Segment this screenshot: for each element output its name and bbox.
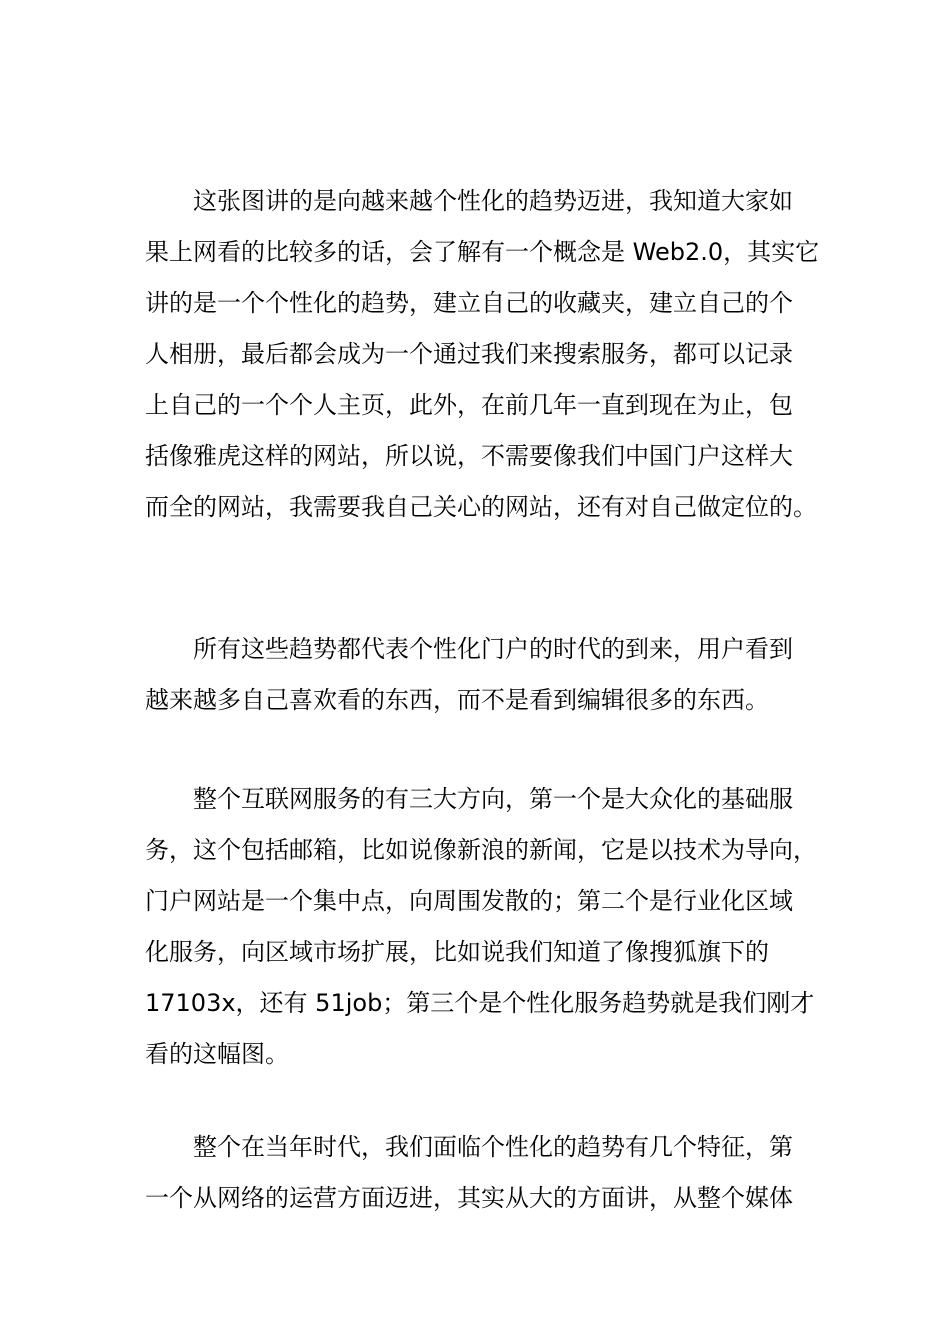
text-line: 看的这幅图。 <box>145 1040 289 1068</box>
paragraph-three-directions <box>145 774 825 1080</box>
text-line: 人相册，最后都会成为一个通过我们来搜索服务，都可以记录 <box>145 340 793 368</box>
paragraph-web2 <box>145 176 825 533</box>
text-line: 括像雅虎这样的网站，所以说，不需要像我们中国门户这样大 <box>145 442 793 470</box>
text-line: 上自己的一个个人主页，此外，在前几年一直到现在为止，包 <box>145 391 793 419</box>
text-line: 而全的网站，我需要我自己关心的网站，还有对自己做定位的。 <box>145 493 817 521</box>
text-line: 这张图讲的是向越来越个性化的趋势迈进，我知道大家如 <box>193 187 793 215</box>
text-line: 一个从网络的运营方面迈进，其实从大的方面讲，从整个媒体 <box>145 1184 793 1212</box>
text-line: 所有这些趋势都代表个性化门户的时代的到来，用户看到 <box>193 635 793 663</box>
paragraph-personalized-portal <box>145 624 825 726</box>
text-line: 果上网看的比较多的话，会了解有一个概念是 Web2.0，其实它 <box>145 238 820 266</box>
text-line: 17103x，还有 51job；第三个是个性化服务趋势就是我们刚才 <box>145 989 815 1017</box>
text-line: 整个在当年时代，我们面临个性化的趋势有几个特征，第 <box>193 1133 793 1161</box>
text-line: 越来越多自己喜欢看的东西，而不是看到编辑很多的东西。 <box>145 686 769 714</box>
text-line: 整个互联网服务的有三大方向，第一个是大众化的基础服 <box>193 785 793 813</box>
paragraph-features <box>145 1122 825 1224</box>
text-line: 门户网站是一个集中点，向周围发散的；第二个是行业化区域 <box>145 887 793 915</box>
text-line: 化服务，向区域市场扩展，比如说我们知道了像搜狐旗下的 <box>145 938 769 966</box>
text-line: 务，这个包括邮箱，比如说像新浪的新闻，它是以技术为导向， <box>145 836 817 864</box>
text-line: 讲的是一个个性化的趋势，建立自己的收藏夹，建立自己的个 <box>145 289 793 317</box>
